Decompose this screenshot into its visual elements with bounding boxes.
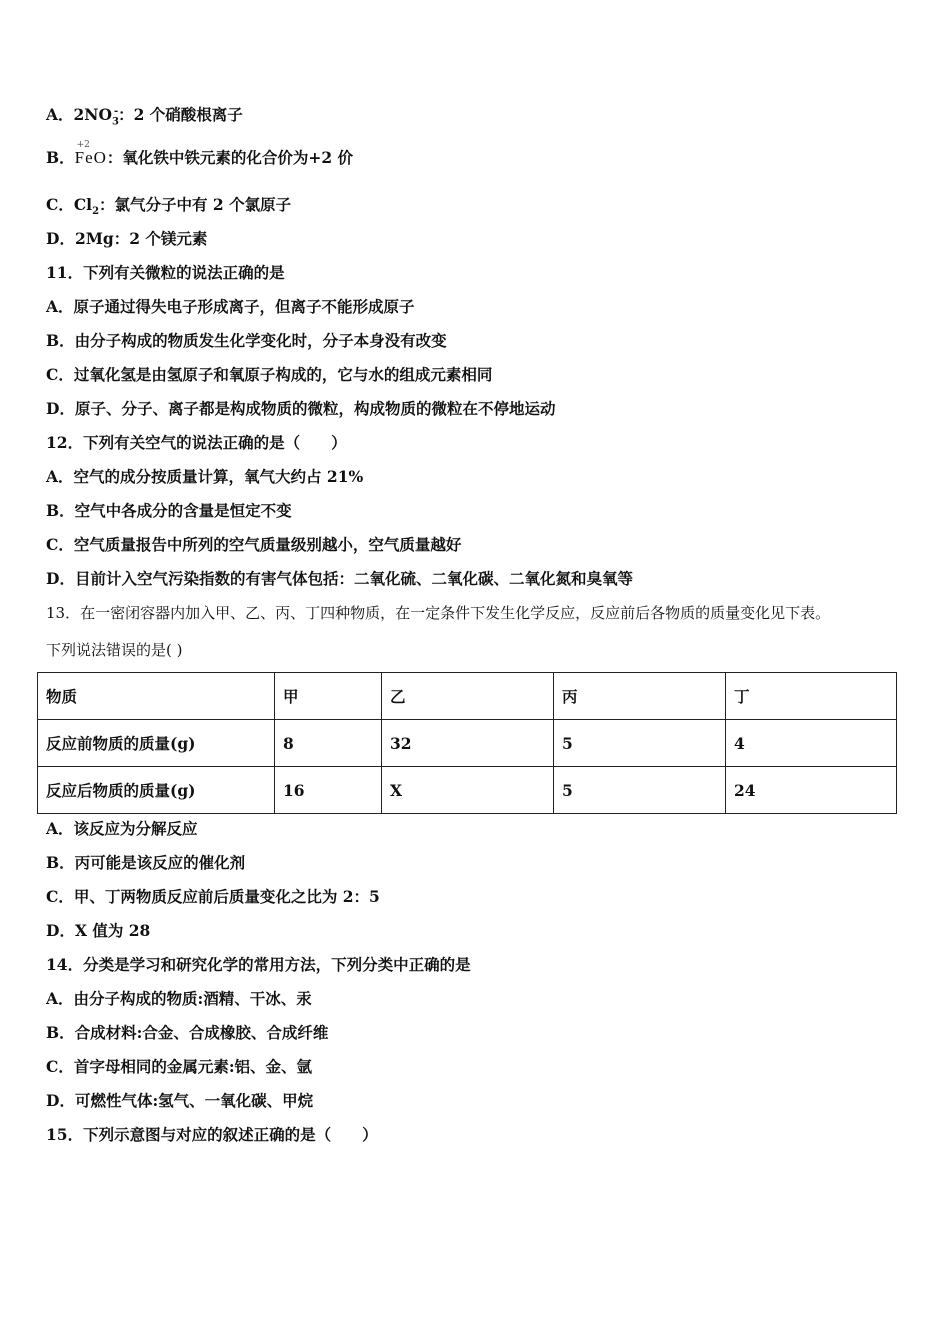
table-cell: 32: [382, 720, 554, 767]
q10-c-text: ：氯气分子中有 2 个氯原子: [99, 195, 292, 214]
q10-c-subscript: 2: [92, 206, 100, 218]
table-cell: 4: [726, 720, 897, 767]
table-cell: 16: [275, 767, 382, 814]
q10-c-prefix: C．Cl: [46, 195, 93, 214]
table-cell: 甲: [275, 673, 382, 720]
table-row: [38, 720, 897, 767]
q14-option-a: A．由分子构成的物质:酒精、干冰、汞: [46, 989, 312, 1008]
table-header-row: [38, 673, 897, 720]
q13-option-b: B．丙可能是该反应的催化剂: [46, 853, 246, 872]
table-cell: 丙: [554, 673, 726, 720]
q10-b-formula-wrap: [74, 140, 107, 168]
table-cell: 反应后物质的质量(g): [38, 767, 275, 814]
table-cell: 丁: [726, 673, 897, 720]
q11-option-a: A．原子通过得失电子形成离子，但离子不能形成原子: [46, 297, 415, 316]
q13-stem-line1: 13．在一密闭容器内加入甲、乙、丙、丁四种物质，在一定条件下发生化学反应，反应前后各物质的质量变化见下表。: [46, 604, 831, 622]
table-cell: 5: [554, 720, 726, 767]
q12-option-b: B．空气中各成分的含量是恒定不变: [46, 501, 292, 520]
table-cell: 24: [726, 767, 897, 814]
q10-b-text: ：氧化铁中铁元素的化合价为+2 价: [106, 148, 354, 167]
mass-change-table: [37, 672, 897, 814]
q10-a-prefix: A．2NO: [46, 105, 112, 125]
q11-option-b: B．由分子构成的物质发生化学变化时，分子本身没有改变: [46, 331, 447, 350]
table-cell: 8: [275, 720, 382, 767]
q10-a-subscript: 3: [111, 116, 119, 128]
table-cell: X: [382, 767, 554, 814]
q15-stem: 15．下列示意图与对应的叙述正确的是（ ）: [46, 1125, 378, 1144]
q11-option-c: C．过氧化氢是由氢原子和氧原子构成的，它与水的组成元素相同: [46, 365, 493, 384]
q13-option-d: D．X 值为 28: [46, 921, 151, 940]
q11-stem: 11．下列有关微粒的说法正确的是: [46, 263, 285, 282]
q13-option-c: C．甲、丁两物质反应前后质量变化之比为 2：5: [46, 887, 380, 906]
q14-option-d: D．可燃性气体:氢气、一氧化碳、甲烷: [46, 1091, 314, 1110]
q10-b-valence: +2: [76, 140, 90, 150]
table-row: [38, 767, 897, 814]
q10-b-formula: FeO: [74, 148, 107, 167]
q10-option-a: [46, 102, 243, 132]
q12-stem: 12．下列有关空气的说法正确的是（ ）: [46, 433, 347, 452]
table-cell: 乙: [382, 673, 554, 720]
table-cell: 反应前物质的质量(g): [38, 720, 275, 767]
q10-option-b: [46, 140, 354, 168]
q14-stem: 14．分类是学习和研究化学的常用方法，下列分类中正确的是: [46, 955, 471, 974]
q12-option-d: D．目前计入空气污染指数的有害气体包括：二氧化硫、二氧化碳、二氧化氮和臭氧等: [46, 569, 633, 588]
q13-stem-line2: 下列说法错误的是( ): [46, 641, 183, 659]
q14-option-b: B．合成材料:合金、合成橡胶、合成纤维: [46, 1023, 329, 1042]
q10-a-superscript: -: [113, 106, 119, 117]
q12-option-a: A．空气的成分按质量计算，氧气大约占 21%: [46, 467, 364, 486]
q14-option-c: C．首字母相同的金属元素:铝、金、氩: [46, 1057, 313, 1076]
q10-a-text: ：2 个硝酸根离子: [118, 105, 243, 125]
table-cell: 5: [554, 767, 726, 814]
q12-option-c: C．空气质量报告中所列的空气质量级别越小，空气质量越好: [46, 535, 462, 554]
q13-option-a: A．该反应为分解反应: [46, 819, 198, 838]
q11-option-d: D．原子、分子、离子都是构成物质的微粒，构成物质的微粒在不停地运动: [46, 399, 556, 418]
table-cell: 物质: [38, 673, 275, 720]
q10-option-d: D．2Mg：2 个镁元素: [46, 229, 208, 248]
q10-option-c: [46, 195, 291, 222]
q10-b-prefix: B．: [46, 148, 75, 167]
